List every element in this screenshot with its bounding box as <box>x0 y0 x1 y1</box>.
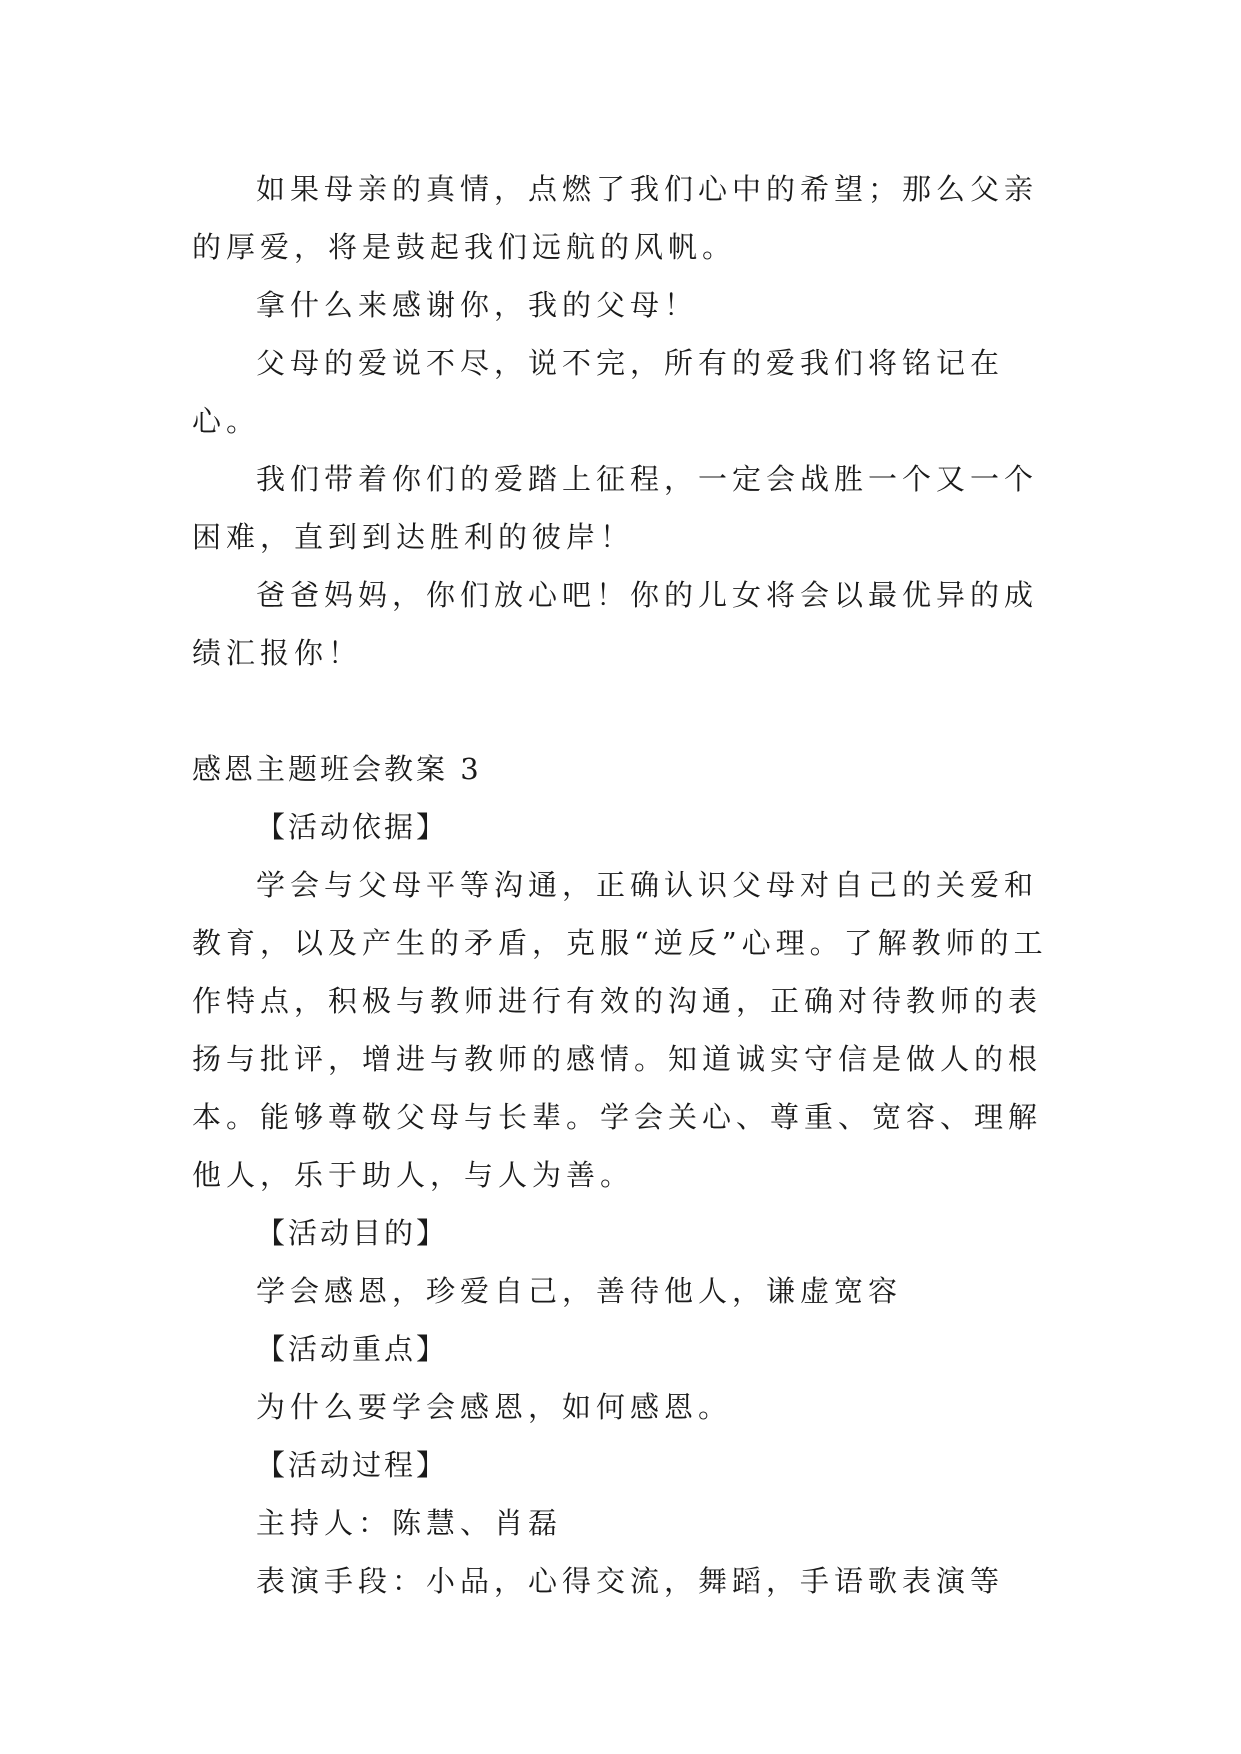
basis-text: 学会与父母平等沟通，正确认识父母对自己的关爱和教育，以及产生的矛盾，克服“逆反”心理。了解教师的工作特点，积极与教师进行有效的沟通，正确对待教师的表扬与批评，增进与教师的感情。知道诚实守信是做人的根本。能够尊敬父母与长辈。学会关心、尊重、宽容、理解他人，乐于助人，与人为善。 <box>192 868 1048 1192</box>
paragraph-report: 爸爸妈妈，你们放心吧！你的儿女将会以最优异的成绩汇报你！ <box>192 578 1039 670</box>
paragraph-mother-father: 如果母亲的真情，点燃了我们心中的希望；那么父亲的厚爱，将是鼓起我们远航的风帆。 <box>192 172 1039 264</box>
basis-heading: 【活动依据】 <box>256 810 449 844</box>
paragraph-thanks: 拿什么来感谢你，我的父母！ <box>256 288 699 322</box>
paragraph-love: 父母的爱说不尽，说不完，所有的爱我们将铭记在心。 <box>192 346 1005 438</box>
process-heading: 【活动过程】 <box>256 1448 449 1482</box>
goal-heading: 【活动目的】 <box>256 1216 449 1250</box>
paragraph-journey: 我们带着你们的爱踏上征程，一定会战胜一个又一个困难，直到到达胜利的彼岸！ <box>192 462 1039 554</box>
document-page <box>192 160 1054 1610</box>
goal-text: 学会感恩，珍爱自己，善待他人，谦虚宽容 <box>256 1274 903 1308</box>
focus-text: 为什么要学会感恩，如何感恩。 <box>256 1390 733 1424</box>
means-text: 表演手段：小品，心得交流，舞蹈，手语歌表演等 <box>256 1564 1005 1598</box>
host-text: 主持人：陈慧、肖磊 <box>256 1506 563 1540</box>
focus-heading: 【活动重点】 <box>256 1332 449 1366</box>
section-title: 感恩主题班会教案 3 <box>192 752 482 786</box>
section-gap <box>192 682 1054 740</box>
